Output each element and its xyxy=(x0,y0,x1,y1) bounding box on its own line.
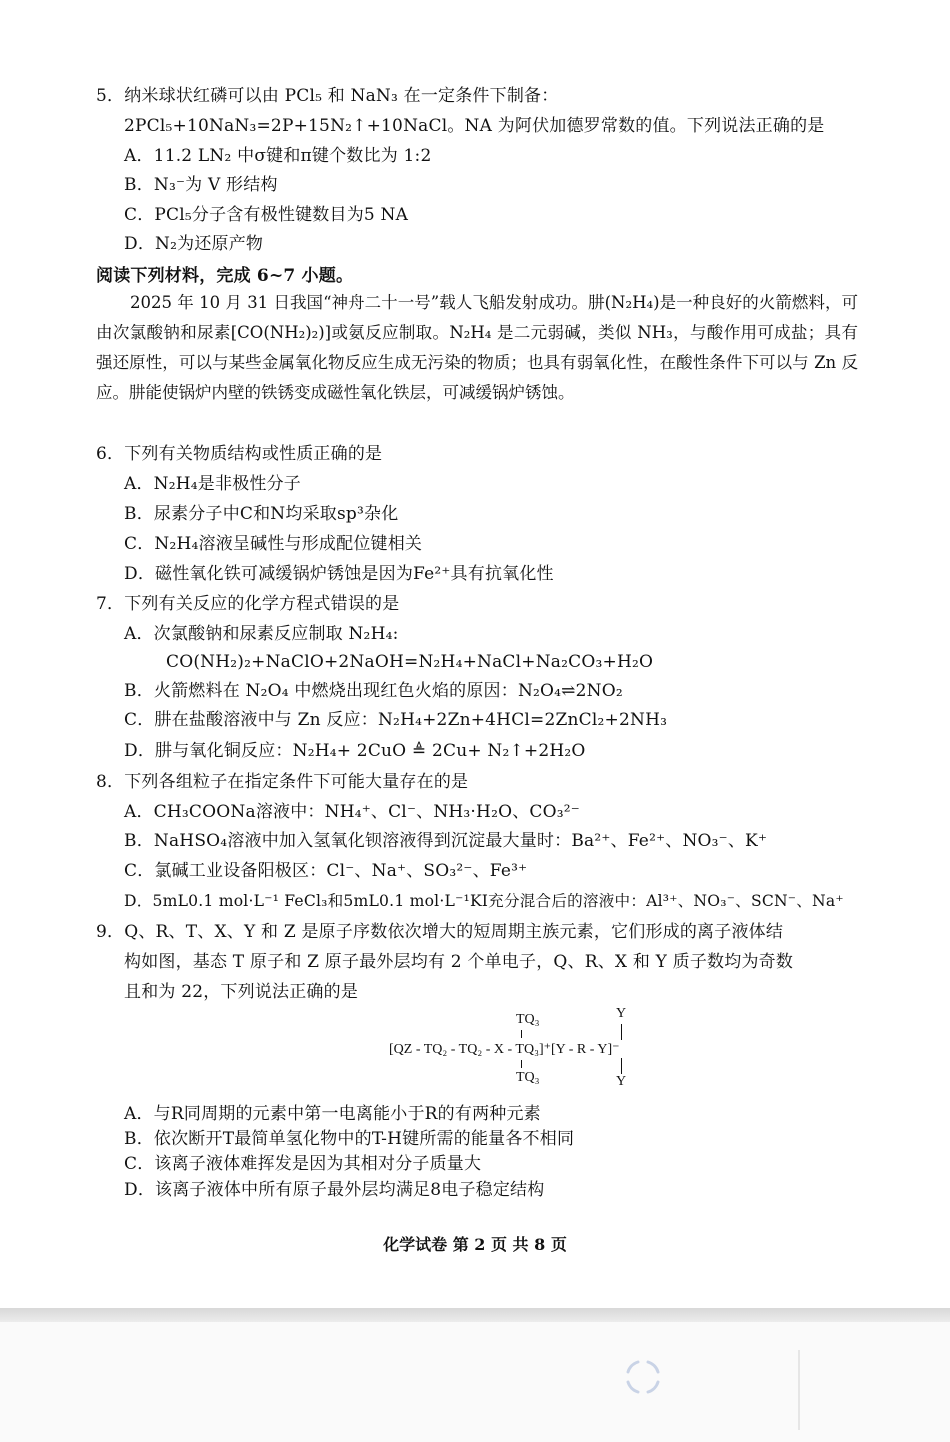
viewer-blank-area xyxy=(0,1322,950,1442)
q9-stem-line1: 9．Q、R、T、X、Y 和 Z 是原子序数依次增大的短周期主族元素，它们形成的离子液体结 xyxy=(96,922,784,942)
q8-option-c: C．氯碱工业设备阳极区：Cl⁻、Na⁺、SO₃²⁻、Fe³⁺ xyxy=(124,861,528,881)
q7-option-b: B．火箭燃料在 N₂O₄ 中燃烧出现红色火焰的原因：N₂O₄⇌2NO₂ xyxy=(124,681,623,701)
page-footer: 化学试卷 第 2 页 共 8 页 xyxy=(383,1235,567,1254)
q5-option-c: C．PCl₅分子含有极性键数目为5 NA xyxy=(124,205,409,225)
loading-spinner-icon xyxy=(624,1358,662,1396)
viewer-divider xyxy=(798,1350,800,1430)
structure-main-formula: [QZ - TQ₂ - TQ₂ - X - TQ₃]⁺[Y - R - Y]⁻ xyxy=(389,1042,620,1057)
q6-option-b: B．尿素分子中C和N均采取sp³杂化 xyxy=(124,504,399,524)
q8-option-d: D．5mL0.1 mol·L⁻¹ FeCl₃和5mL0.1 mol·L⁻¹KI充分混合后的溶液中：Al³⁺、NO₃⁻、SCN⁻、Na⁺ xyxy=(124,892,844,910)
material-heading: 阅读下列材料，完成 6~7 小题。 xyxy=(96,266,354,286)
q8-option-b: B．NaHSO₄溶液中加入氢氧化钡溶液得到沉淀最大量时：Ba²⁺、Fe²⁺、NO₃⁻、K⁺ xyxy=(124,831,768,851)
q5-option-d: D．N₂为还原产物 xyxy=(124,234,264,254)
structure-bond-up xyxy=(521,1030,522,1038)
q5-option-b: B．N₃⁻为 V 形结构 xyxy=(124,175,278,195)
q9-option-b: B．依次断开T最简单氢化物中的T-H键所需的能量各不相同 xyxy=(124,1129,575,1149)
structure-bottom-group: TQ₃ xyxy=(516,1070,540,1085)
q7-option-c: C．肼在盐酸溶液中与 Zn 反应：N₂H₄+2Zn+4HCl=2ZnCl₂+2NH₃ xyxy=(124,710,668,730)
q8-stem: 8．下列各组粒子在指定条件下可能大量存在的是 xyxy=(96,772,469,792)
structure-r-bond-up xyxy=(621,1024,622,1040)
q8-option-a: A．CH₃COONa溶液中：NH₄⁺、Cl⁻、NH₃·H₂O、CO₃²⁻ xyxy=(124,802,580,822)
q7-stem: 7．下列有关反应的化学方程式错误的是 xyxy=(96,594,400,614)
structure-y-top: Y xyxy=(616,1006,627,1021)
q6-option-c: C．N₂H₄溶液呈碱性与形成配位键相关 xyxy=(124,534,423,554)
q7-option-a-equation: CO(NH₂)₂+NaClO+2NaOH=N₂H₄+NaCl+Na₂CO₃+H₂O xyxy=(166,652,654,672)
q7-option-d: D．肼与氧化铜反应：N₂H₄+ 2CuO ≜ 2Cu+ N₂↑+2H₂O xyxy=(124,741,586,761)
q9-option-a: A．与R同周期的元素中第一电离能小于R的有两种元素 xyxy=(124,1104,541,1124)
q6-stem: 6．下列有关物质结构或性质正确的是 xyxy=(96,444,383,464)
q9-stem-line2: 构如图，基态 T 原子和 Z 原子最外层均有 2 个单电子，Q、R、X 和 Y 质子数均为奇数 xyxy=(124,952,794,972)
structure-top-group: TQ₃ xyxy=(516,1012,540,1027)
q5-stem-line2: 2PCl₅+10NaN₃=2P+15N₂↑+10NaCl。NA 为阿伏加德罗常数的值。下列说法正确的是 xyxy=(124,116,825,136)
page-edge-shadow xyxy=(0,1308,950,1322)
q5-option-a: A．11.2 LN₂ 中σ键和π键个数比为 1:2 xyxy=(124,146,432,166)
q5-stem-line1: 5．纳米球状红磷可以由 PCl₅ 和 NaN₃ 在一定条件下制备： xyxy=(96,86,559,106)
structure-r-bond-down xyxy=(621,1058,622,1074)
q7-option-a-line1: A．次氯酸钠和尿素反应制取 N₂H₄: xyxy=(124,624,399,644)
q9-option-d: D．该离子液体中所有原子最外层均满足8电子稳定结构 xyxy=(124,1180,545,1200)
q9-option-c: C．该离子液体难挥发是因为其相对分子质量大 xyxy=(124,1154,482,1174)
structure-bond-down xyxy=(521,1060,522,1068)
q6-option-d: D．磁性氧化铁可减缓锅炉锈蚀是因为Fe²⁺具有抗氧化性 xyxy=(124,564,554,584)
q9-stem-line3: 且和为 22，下列说法正确的是 xyxy=(124,982,359,1002)
structure-y-bottom: Y xyxy=(616,1074,627,1089)
q6-option-a: A．N₂H₄是非极性分子 xyxy=(124,474,302,494)
material-paragraph: 2025 年 10 月 31 日我国“神舟二十一号”载人飞船发射成功。肼(N₂H₄)是一种良好的火箭燃料，可由次氯酸钠和尿素[CO(NH₂)₂)]或氨反应制取。N₂H₄ 是二元弱碱，类似 NH₃，与酸作用可成盐；具有强还原性，可以与某些金属氧化物反应生成无污染的物质；也具有弱氧化性，在酸性条件下可以与 Zn 反应。肼能使锅炉内壁的铁锈变成磁性氧化铁层，可减缓锅炉锈蚀。 xyxy=(96,293,858,402)
